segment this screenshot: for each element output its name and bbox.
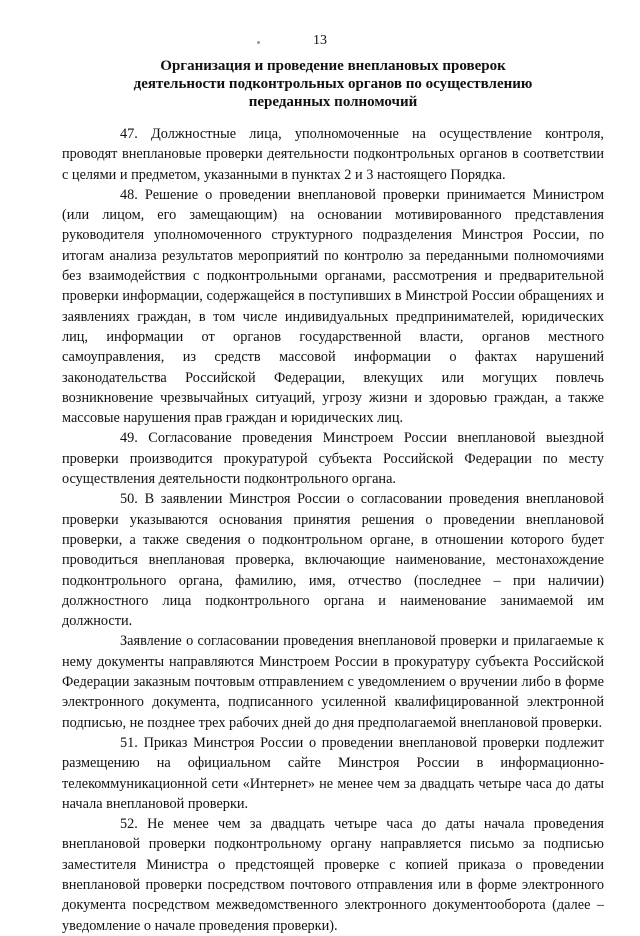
title-line: переданных полномочий <box>248 94 418 110</box>
paragraph-52: 52. Не менее чем за двадцать четыре часа до даты начала проведения внеплановой проверки подконтрольному органу направляется письмо за подписью заместителя Министра о предстоящей проверке с копией приказа о проведении внеплановой проверки посредством почтового отправления или в форме электронного документа посредством межведомственного электронного документооборота (далее – уведомление о начале проведения проверки). <box>62 816 604 934</box>
page-number: 13 <box>313 33 327 48</box>
scan-speck <box>257 41 260 44</box>
paragraph-50-continued: Заявление о согласовании проведения внеплановой проверки и прилагаемые к нему документы направляются Минстроем России в прокуратуру субъекта Российской Федерации заказным почтовым отправлением с уведомлением о вручении либо в форме электронного документа, подписанного усиленной квалифицированной электронной подписью, не позднее трех рабочих дней до дня предполагаемой внеплановой проверки. <box>62 633 604 731</box>
section-title <box>62 57 604 111</box>
paragraph-50: 50. В заявлении Минстроя России о согласовании проведения внеплановой проверки указываются основания принятия решения о проведении внеплановой проверки, а также сведения о подконтрольном органе, в отношении которого будет проводиться внеплановая проверка, включающие наименование, местонахождение подконтрольного органа, фамилию, имя, отчество (последнее – при наличии) должностного лица подконтрольного органа и наименование занимаемой им должности. <box>62 491 604 630</box>
paragraph-47: 47. Должностные лица, уполномоченные на осуществление контроля, проводят внеплановые проверки деятельности подконтрольных органов в соответствии с целями и предметом, указанными в пунктах 2 и 3 настоящего Порядка. <box>62 126 604 183</box>
paragraph-51: 51. Приказ Минстроя России о проведении внеплановой проверки подлежит размещению на официальном сайте Минстроя России в информационно-телекоммуникационной сети «Интернет» не менее чем за двадцать четыре часа до даты начала внеплановой проверки. <box>62 734 604 812</box>
title-line: деятельности подконтрольных органов по осуществлению <box>133 76 533 92</box>
paragraph-48: 48. Решение о проведении внеплановой проверки принимается Министром (или лицом, его замещающим) на основании мотивированного представления руководителя уполномоченного структурного подразделения Минстроя России, по итогам анализа результатов мероприятий по контролю за переданными полномочиями без взаимодействия с подконтрольными органами, рассмотрения и предварительной проверки информации, содержащейся в поступивших в Минстрой России обращениях и заявлениях граждан, в том числе индивидуальных предпринимателей, юридических лиц, информации от органов государственной власти, органов местного самоуправления, из средств массовой информации о фактах нарушений законодательства Российской Федерации, влекущих или могущих повлечь возникновение чрезвычайных ситуаций, угрозу жизни и здоровью граждан, а также массовые нарушения прав граждан и юридических лиц. <box>62 186 604 427</box>
title-line: Организация и проведение внеплановых проверок <box>160 58 506 74</box>
document-body <box>62 124 604 936</box>
paragraph-49: 49. Согласование проведения Минстроем России внеплановой выездной проверки производится прокуратурой субъекта Российской Федерации по месту осуществления деятельности подконтрольного органа. <box>62 430 604 488</box>
